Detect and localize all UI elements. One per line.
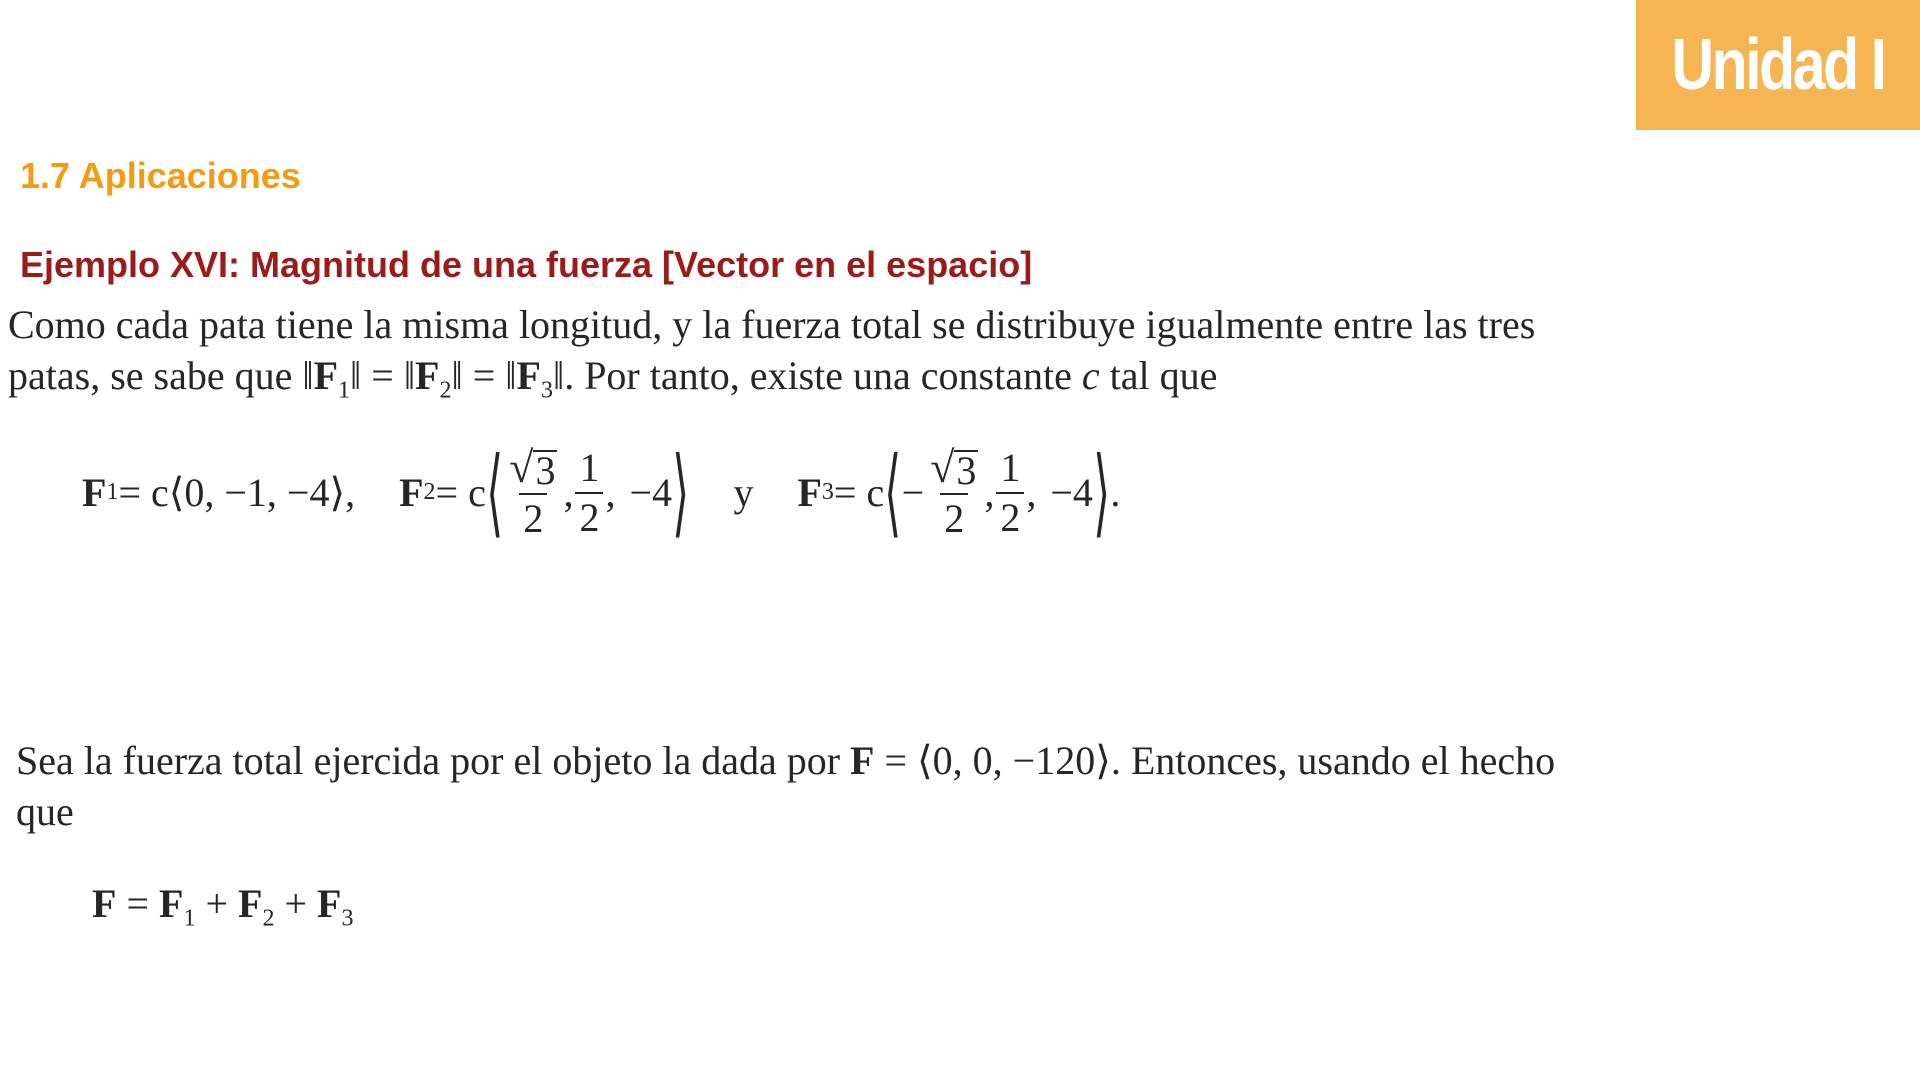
example-title: Ejemplo XVI: Magnitud de una fuerza [Vector en el espacio]	[20, 244, 1033, 285]
magnitude-equality: $‖F_1‖$ = $‖F_2‖$ = $‖F_3‖$	[302, 353, 565, 404]
f3-symbol: F	[797, 469, 822, 515]
left-angle-bracket: ⟨	[486, 436, 503, 548]
total-force-symbol: F	[850, 738, 875, 783]
right-angle-bracket: ⟩	[672, 436, 690, 548]
paragraph-total-force: Sea la fuerza total ejercida por el objeto la dada por F = ⟨0, 0, −120⟩. Entonces, usando el hecho que	[16, 738, 1556, 834]
fraction-1-over-2: $\frac{1}{2}$	[996, 446, 1024, 538]
right-angle-bracket: ⟩	[1093, 436, 1111, 548]
section-title: 1.7 Aplicaciones	[20, 155, 301, 196]
total-force-vector: = ⟨0, 0, −120⟩.	[874, 738, 1121, 783]
conjunction-y: y	[733, 469, 754, 515]
paragraph-text: Como cada pata tiene la misma longitud, y la fuerza total se distribuye igualmente entre las tres patas, se sabe que	[8, 302, 1536, 398]
left-angle-bracket: ⟨	[884, 436, 902, 548]
fraction-sqrt3-over-2: √ 3 2	[930, 442, 977, 541]
force-sum-equation: $F = F_1 + F_2 + F_3$	[92, 881, 354, 932]
unit-badge	[1636, 0, 1920, 130]
constant-c: c	[1081, 353, 1100, 398]
paragraph-equal-forces: Como cada pata tiene la misma longitud, y la fuerza total se distribuye igualmente entre las tres patas, se sabe que $‖F_1‖$ = $‖F_2‖$ = $‖F_3‖$. Por tanto, existe una constante c tal que	[8, 302, 1536, 404]
fraction-sqrt3-over-2: √ 3 2	[509, 442, 556, 541]
unit-badge-label: Unidad I	[1671, 25, 1885, 105]
fraction-1-over-2: $\frac{1}{2}$	[575, 446, 603, 538]
f1-value: = c⟨0, −1, −4⟩,	[118, 469, 356, 515]
force-components-equation: F 1 = c⟨0, −1, −4⟩, F 2 = c ⟨ √ 3 2 , $\frac{1}{2}$ , −4 ⟩ y F 3 = c ⟨ − √ 3 2 , $\frac{1}{2}$ , −4 ⟩ .	[82, 436, 1121, 548]
f2-symbol: F	[399, 469, 424, 515]
f1-symbol: F	[82, 469, 107, 515]
